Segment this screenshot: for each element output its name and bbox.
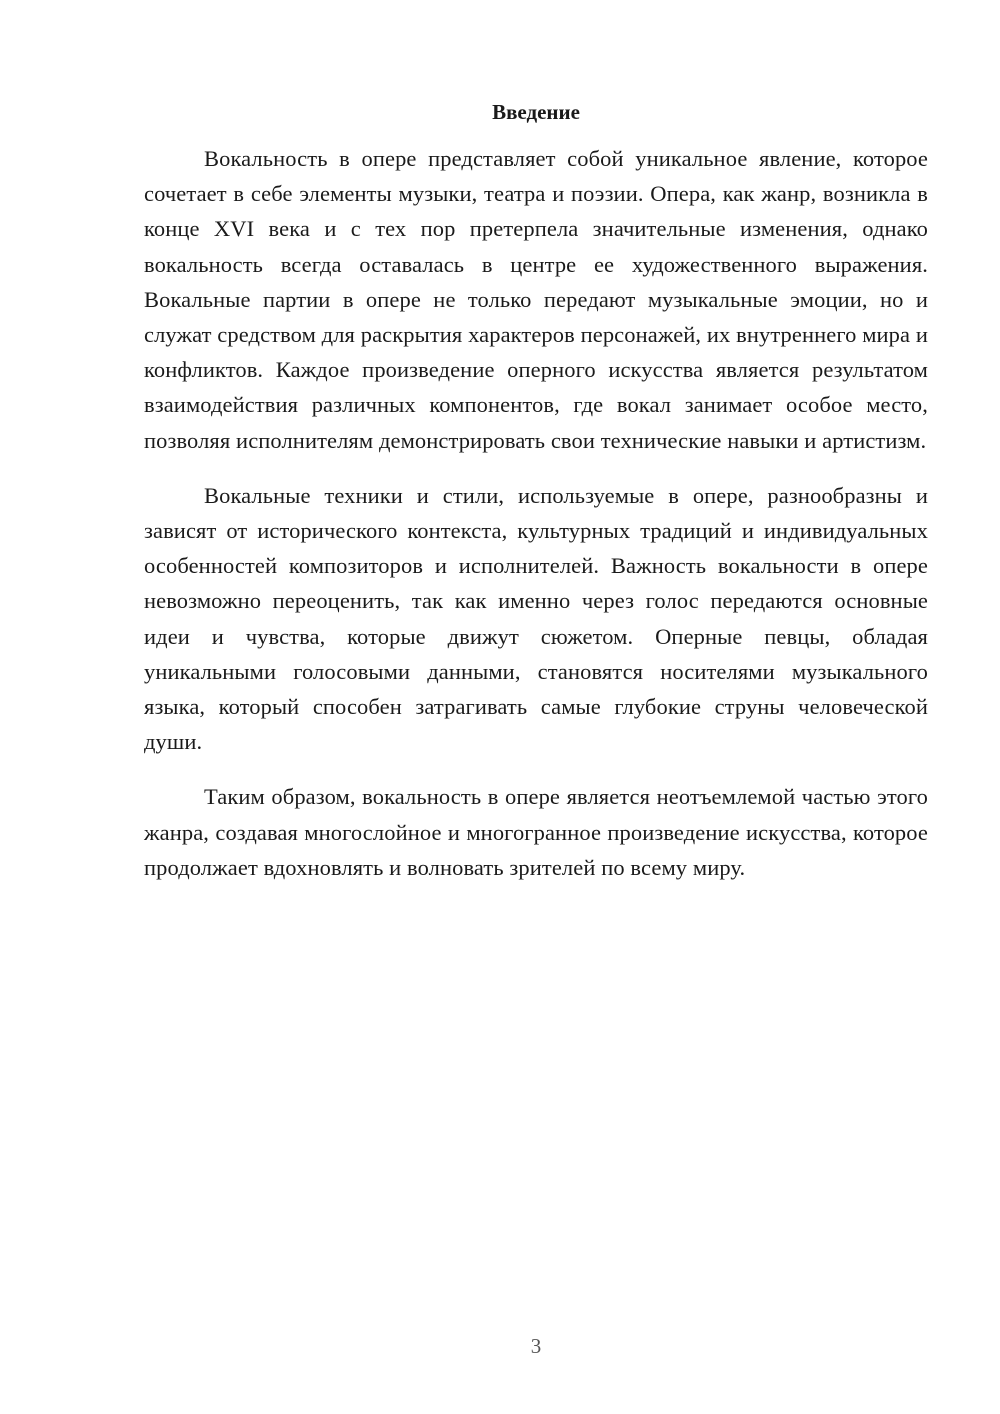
page-content: [144, 97, 928, 905]
paragraph-2: Вокальные техники и стили, используемые в опере, разнообразны и зависят от исторического контекста, культурных традиций и индивидуальных особенностей композиторов и исполнителей. Важность вокальности в опере невозможно переоценить, так как именно через голос передаются основные идеи и чувства, которые движут сюжетом. Оперные певцы, обладая уникальными голосовыми данными, становятся носителями музыкального языка, который способен затрагивать самые глубокие струны человеческой души.: [144, 482, 928, 755]
section-heading: Введение: [492, 100, 580, 124]
paragraph-3: Таким образом, вокальность в опере является неотъемлемой частью этого жанра, создавая многослойное и многогранное произведение искусства, которое продолжает вдохновлять и волновать зрителей по всему миру.: [144, 784, 928, 880]
paragraph-1: Вокальность в опере представляет собой уникальное явление, которое сочетает в себе элементы музыки, театра и поэзии. Опера, как жанр, возникла в конце XVI века и с тех пор претерпела значительные изменения, однако вокальность всегда оставалась в центре ее художественного выражения. Вокальные партии в опере не только передают музыкальные эмоции, но и служат средством для раскрытия характеров персонажей, их внутреннего мира и конфликтов. Каждое произведение оперного искусства является результатом взаимодействия различных компонентов, где вокал занимает особое место, позволяя исполнителям демонстрировать свои технические навыки и артистизм.: [144, 146, 928, 453]
page-number: 3: [530, 1334, 542, 1358]
